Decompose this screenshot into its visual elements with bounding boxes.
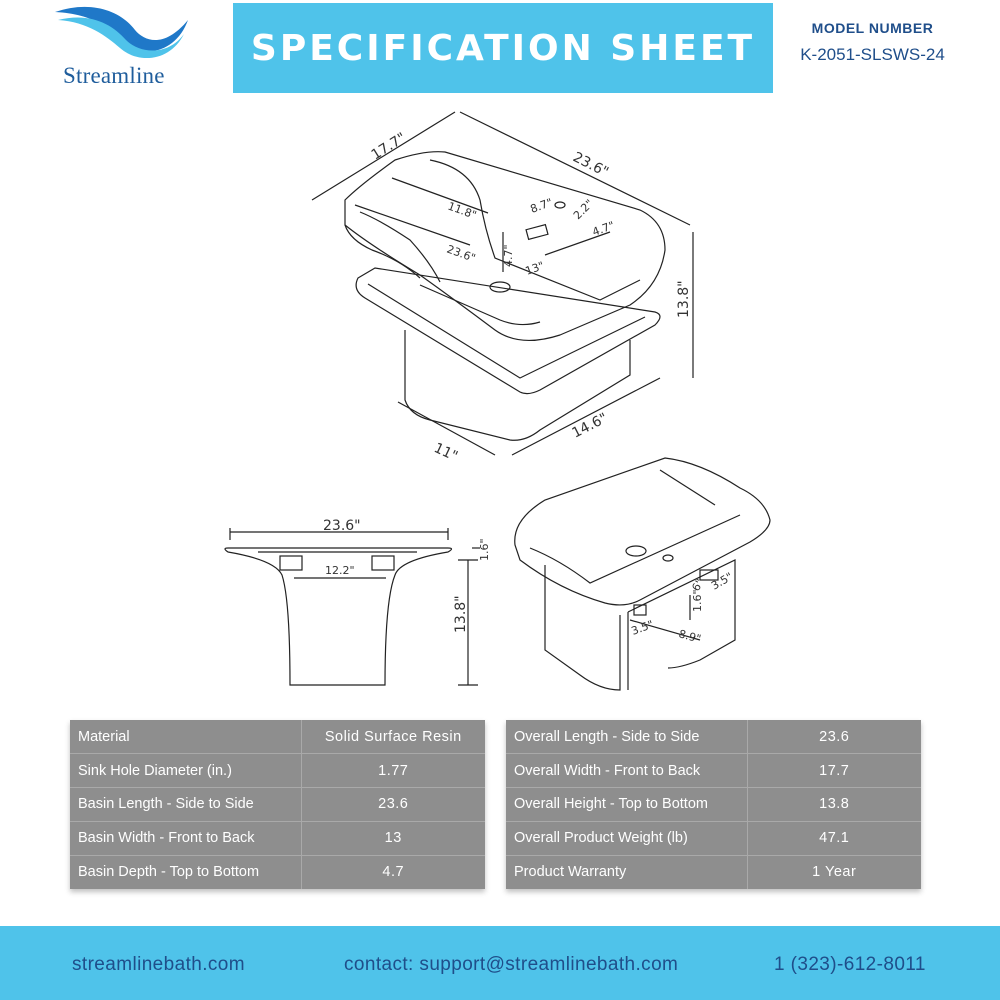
spec-value: 23.6 bbox=[301, 788, 485, 822]
brand-name: Streamline bbox=[63, 63, 165, 88]
table-row bbox=[506, 720, 921, 754]
table-row bbox=[506, 754, 921, 788]
table-row bbox=[70, 788, 485, 822]
table-row bbox=[70, 855, 485, 889]
table-row bbox=[506, 855, 921, 889]
table-row bbox=[506, 788, 921, 822]
technical-drawings bbox=[0, 100, 1000, 710]
spec-label: Basin Length - Side to Side bbox=[70, 788, 301, 822]
spec-label: Overall Length - Side to Side bbox=[506, 720, 747, 754]
website-link[interactable]: streamlinebath.com bbox=[72, 954, 245, 975]
spec-label: Overall Height - Top to Bottom bbox=[506, 788, 747, 822]
bottom-dim-e: 8.9" bbox=[677, 627, 703, 646]
table-row bbox=[70, 821, 485, 855]
iso-dim-width: 17.7" bbox=[368, 129, 410, 164]
page-title: SPECIFICATION SHEET bbox=[250, 27, 756, 69]
spec-table-left bbox=[70, 720, 485, 889]
footer-bar bbox=[0, 926, 1000, 1000]
title-banner bbox=[233, 3, 773, 93]
iso-frame-tray bbox=[356, 268, 660, 394]
bottom-dim-b: 3.5" bbox=[709, 570, 736, 593]
model-number-label: MODEL NUMBER bbox=[811, 20, 934, 36]
spec-label: Product Warranty bbox=[506, 855, 747, 889]
spec-value: 1 Year bbox=[812, 864, 857, 881]
front-dim-length: 23.6" bbox=[323, 518, 361, 534]
brand-logo bbox=[50, 0, 200, 95]
front-dim-height: 13.8" bbox=[453, 595, 469, 633]
iso-dim-base-width: 11" bbox=[431, 440, 461, 465]
phone-number[interactable]: 1 (323)-612-8011 bbox=[774, 954, 926, 975]
spec-label: Overall Product Weight (lb) bbox=[506, 821, 747, 855]
spec-value: Solid Surface Resin bbox=[301, 720, 485, 754]
front-dim-lip: 1.6" bbox=[478, 538, 491, 561]
iso-dim-basin-front: 13" bbox=[523, 259, 546, 278]
bottom-dim-d: 3.5" bbox=[629, 617, 656, 638]
iso-overflow bbox=[526, 225, 548, 240]
spec-value: 23.6 bbox=[747, 720, 921, 754]
spec-value: 47.1 bbox=[747, 821, 921, 855]
contact-email-link[interactable]: contact: support@streamlinebath.com bbox=[344, 954, 679, 975]
bottom-dim-c: 1.6" bbox=[691, 589, 704, 612]
spec-label: Material bbox=[70, 720, 301, 754]
table-row bbox=[70, 754, 485, 788]
iso-dim-length: 23.6" bbox=[570, 149, 611, 181]
iso-dim-base-length: 14.6" bbox=[569, 410, 611, 442]
spec-label: Overall Width - Front to Back bbox=[506, 754, 747, 788]
table-row bbox=[506, 821, 921, 855]
iso-dim-basin-length: 23.6" bbox=[444, 242, 478, 265]
front-bracket-left bbox=[280, 556, 302, 570]
model-number-value: K-2051-SLSWS-24 bbox=[800, 45, 945, 64]
spec-label: Basin Width - Front to Back bbox=[70, 821, 301, 855]
front-dim-inner: 12.2" bbox=[325, 564, 355, 577]
wave-logo-icon bbox=[50, 0, 200, 70]
front-bracket-right bbox=[372, 556, 394, 570]
bottom-drain-icon bbox=[626, 546, 646, 556]
spec-value: 4.7 bbox=[382, 864, 405, 881]
iso-dim-depth: 4.7" bbox=[502, 244, 515, 267]
iso-dim-height: 13.8" bbox=[676, 280, 692, 318]
spec-label: Sink Hole Diameter (in.) bbox=[70, 754, 301, 788]
spec-value: 17.7 bbox=[747, 754, 921, 788]
spec-value: 1.77 bbox=[301, 754, 485, 788]
spec-label: Basin Depth - Top to Bottom bbox=[70, 855, 301, 889]
iso-dim-basin-width: 11.8" bbox=[445, 199, 479, 222]
iso-dim-hole-diameter: 2.2" bbox=[570, 196, 597, 223]
spec-value: 13 bbox=[301, 821, 485, 855]
bottom-dim-a: 6" bbox=[689, 576, 707, 594]
iso-dim-back-to-hole: 4.7" bbox=[590, 218, 617, 239]
table-row bbox=[70, 720, 485, 754]
spec-value: 13.8 bbox=[747, 788, 921, 822]
iso-dim-hole-offset: 8.7" bbox=[528, 195, 555, 216]
spec-table-right bbox=[506, 720, 921, 889]
